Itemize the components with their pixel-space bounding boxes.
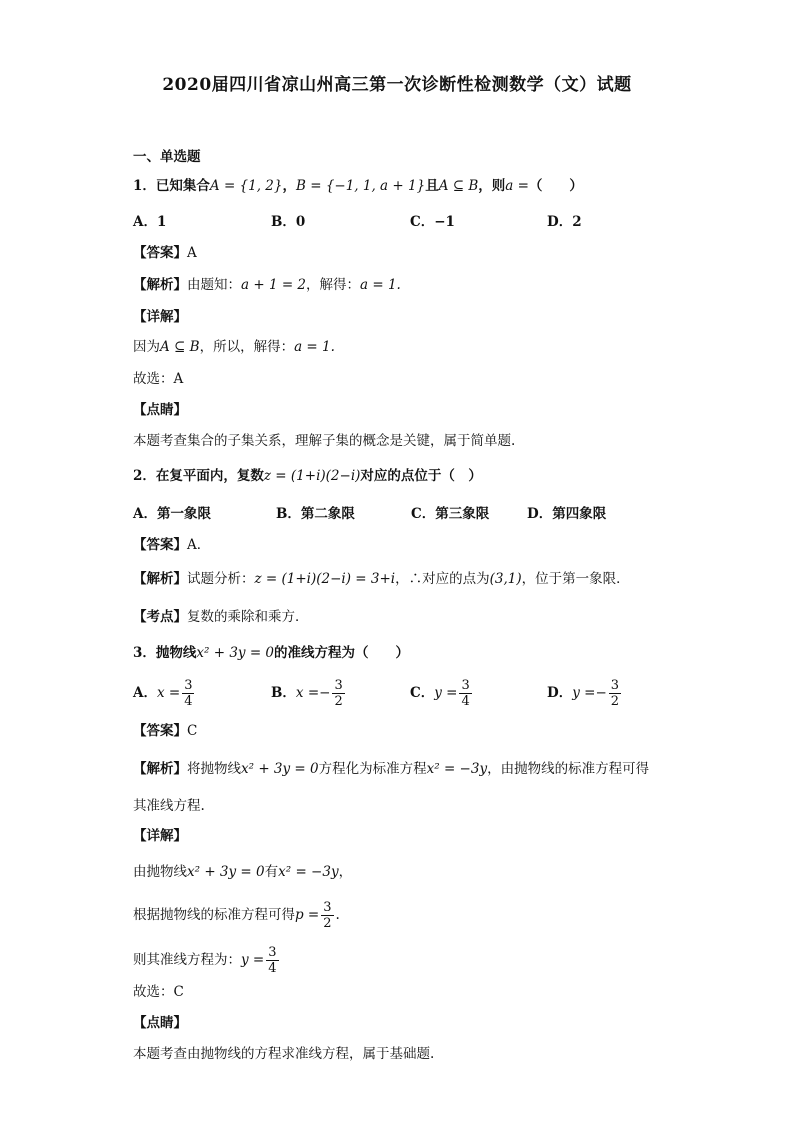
- q3-option-var: x =: [295, 685, 320, 701]
- q3-option-label: A．: [133, 685, 157, 701]
- q1-answer: [133, 244, 197, 262]
- analysis-label: 【解析】: [133, 277, 187, 293]
- q3-option-a: [133, 678, 196, 709]
- q3-option-sign: −: [595, 685, 607, 701]
- q2-analysis-eq: z = (1+i)(2−i) = 3+i: [254, 571, 396, 587]
- q3-stem-part: 的准线方程为（ ）: [274, 645, 410, 661]
- q2-analysis-text: ，位于第一象限．: [521, 571, 630, 587]
- q1-option-a: A．1: [133, 214, 167, 230]
- q1-stem-part: 1．已知集合: [133, 178, 210, 194]
- q3-option-var: x =: [156, 685, 181, 701]
- q3-detail-text: ，: [338, 864, 353, 880]
- q2-analysis-text: 试题分析：: [187, 571, 255, 587]
- q1-detail: [133, 338, 335, 356]
- q2-option-b: B．第二象限: [276, 506, 355, 522]
- q1-comma: ，: [282, 178, 296, 194]
- answer-label: 【答案】: [133, 537, 187, 553]
- q3-detail-text: 有: [264, 864, 279, 880]
- q1-analysis-text: ，解得：: [306, 277, 361, 293]
- q3-comment-label: 【点睛】: [133, 1015, 187, 1031]
- q2-option-a: A．第一象限: [133, 506, 211, 522]
- q3-option-label: B．: [271, 685, 296, 701]
- q3-detail-text: .: [335, 907, 340, 923]
- q3-analysis: [133, 760, 649, 778]
- q1-subset: A ⊆ B: [438, 178, 479, 194]
- q3-option-label: D．: [547, 685, 573, 701]
- q2-analysis-point: (3,1): [489, 571, 522, 587]
- question-3-stem: [133, 644, 409, 662]
- q3-option-fraction: [609, 678, 621, 709]
- q2-option-d: D．第四象限: [527, 506, 607, 522]
- analysis-label: 【解析】: [133, 761, 187, 777]
- q1-answer-value: A: [187, 245, 197, 261]
- q1-comment-label: 【点睛】: [133, 402, 187, 418]
- q3-option-fraction: [182, 678, 194, 709]
- q3-detail-text: 由抛物线: [133, 864, 187, 880]
- q1-detail-label: 【详解】: [133, 309, 187, 325]
- q3-detail-eq: x² = −3y: [278, 864, 339, 880]
- q3-expr: x² + 3y = 0: [196, 645, 275, 661]
- q1-stem-part: 且: [425, 178, 439, 194]
- fraction-numerator: 3: [323, 900, 332, 915]
- q1-set-a: A = {1, 2}: [209, 178, 283, 194]
- q3-option-b: [271, 678, 347, 709]
- q3-analysis-eq: x² + 3y = 0: [241, 761, 319, 777]
- q3-detail-text: 则其准线方程为：: [133, 952, 241, 968]
- q2-expr: z = (1+i)(2−i): [263, 468, 361, 484]
- q3-detail-eq: x² + 3y = 0: [187, 864, 265, 880]
- q3-option-label: C．: [410, 685, 435, 701]
- q1-choose: 故选：A: [133, 371, 184, 387]
- question-2-stem: [133, 467, 482, 485]
- q1-analysis-result: a = 1.: [360, 277, 401, 293]
- q3-analysis-cont: 其准线方程.: [133, 798, 205, 814]
- q1-stem-part: ，则: [478, 178, 506, 194]
- fraction-numerator: 3: [334, 678, 343, 693]
- q2-stem-part: 对应的点位于（ ）: [360, 468, 482, 484]
- q1-option-d: D．2: [547, 214, 582, 230]
- q3-analysis-eq: x² = −3y: [426, 761, 488, 777]
- section-heading: 一、单选题: [133, 149, 201, 165]
- fraction-denominator: 4: [268, 961, 277, 976]
- q1-detail-text: ，所以，解得：: [199, 339, 295, 355]
- q3-analysis-text: ，由抛物线的标准方程可得: [487, 761, 650, 777]
- q1-detail-subset: A ⊆ B: [160, 339, 200, 355]
- kaodian-label: 【考点】: [133, 609, 187, 625]
- q1-detail-text: 因为: [133, 339, 160, 355]
- fraction-denominator: 2: [610, 694, 620, 709]
- q1-set-b: B = {−1, 1, a + 1}: [296, 178, 426, 194]
- q3-analysis-text: 方程化为标准方程: [318, 761, 427, 777]
- q3-option-c: [410, 678, 474, 709]
- q2-kaodian-text: 复数的乘除和乘方．: [187, 609, 309, 625]
- q3-detail-line-3: [133, 945, 281, 976]
- q1-analysis-eq: a + 1 = 2: [241, 277, 307, 293]
- q3-detail-fraction: [321, 900, 333, 931]
- q3-analysis-text: 将抛物线: [187, 761, 241, 777]
- answer-label: 【答案】: [133, 245, 187, 261]
- q2-kaodian: [133, 608, 309, 626]
- answer-label: 【答案】: [133, 723, 187, 739]
- q3-comment: 本题考查由抛物线的方程求准线方程，属于基础题.: [133, 1046, 435, 1062]
- q3-answer-value: C: [187, 723, 198, 739]
- q3-detail-line-2: [133, 900, 340, 931]
- q2-answer-value: A．: [187, 537, 211, 553]
- q3-detail-var: y =: [241, 952, 265, 968]
- q2-answer: [133, 536, 210, 554]
- q1-option-b: B．0: [271, 214, 306, 230]
- fraction-numerator: 3: [461, 678, 470, 693]
- q2-option-c: C．第三象限: [411, 506, 490, 522]
- fraction-denominator: 4: [461, 694, 470, 709]
- q3-option-fraction: [332, 678, 344, 709]
- q3-detail-text: 根据抛物线的标准方程可得: [133, 907, 295, 923]
- q3-detail-var: p =: [295, 907, 320, 923]
- q1-ask: a =: [505, 178, 529, 194]
- q3-detail-label: 【详解】: [133, 828, 187, 844]
- q3-stem-part: 3．抛物线: [133, 645, 197, 661]
- q3-option-d: [547, 678, 623, 709]
- q2-analysis-text: ，∴对应的点为: [395, 571, 490, 587]
- q3-detail-line-1: [133, 863, 352, 881]
- q1-option-c: C．−1: [410, 214, 455, 230]
- q3-choose: 故选：C: [133, 984, 184, 1000]
- fraction-denominator: 4: [184, 694, 193, 709]
- q1-paren: （ ）: [528, 178, 583, 194]
- fraction-numerator: 3: [268, 945, 277, 960]
- q3-option-fraction: [459, 678, 471, 709]
- q3-answer: [133, 722, 197, 740]
- q1-analysis-text: 由题知：: [187, 277, 241, 293]
- q1-comment: 本题考查集合的子集关系，理解子集的概念是关键，属于简单题.: [133, 433, 516, 449]
- fraction-numerator: 3: [610, 678, 620, 693]
- q1-detail-result: a = 1.: [294, 339, 335, 355]
- fraction-denominator: 2: [323, 916, 332, 931]
- q3-option-sign: −: [319, 685, 331, 701]
- q2-stem-part: 2．在复平面内，复数: [133, 468, 264, 484]
- page-title: 2020届四川省凉山州高三第一次诊断性检测数学（文）试题: [162, 75, 632, 95]
- fraction-numerator: 3: [184, 678, 193, 693]
- fraction-denominator: 2: [334, 694, 343, 709]
- question-1-stem: [133, 177, 583, 195]
- analysis-label: 【解析】: [133, 571, 187, 587]
- q1-analysis: [133, 276, 401, 294]
- q2-analysis: [133, 570, 630, 588]
- q3-option-var: y =: [572, 685, 596, 701]
- q3-detail-fraction: [266, 945, 278, 976]
- q3-option-var: y =: [434, 685, 458, 701]
